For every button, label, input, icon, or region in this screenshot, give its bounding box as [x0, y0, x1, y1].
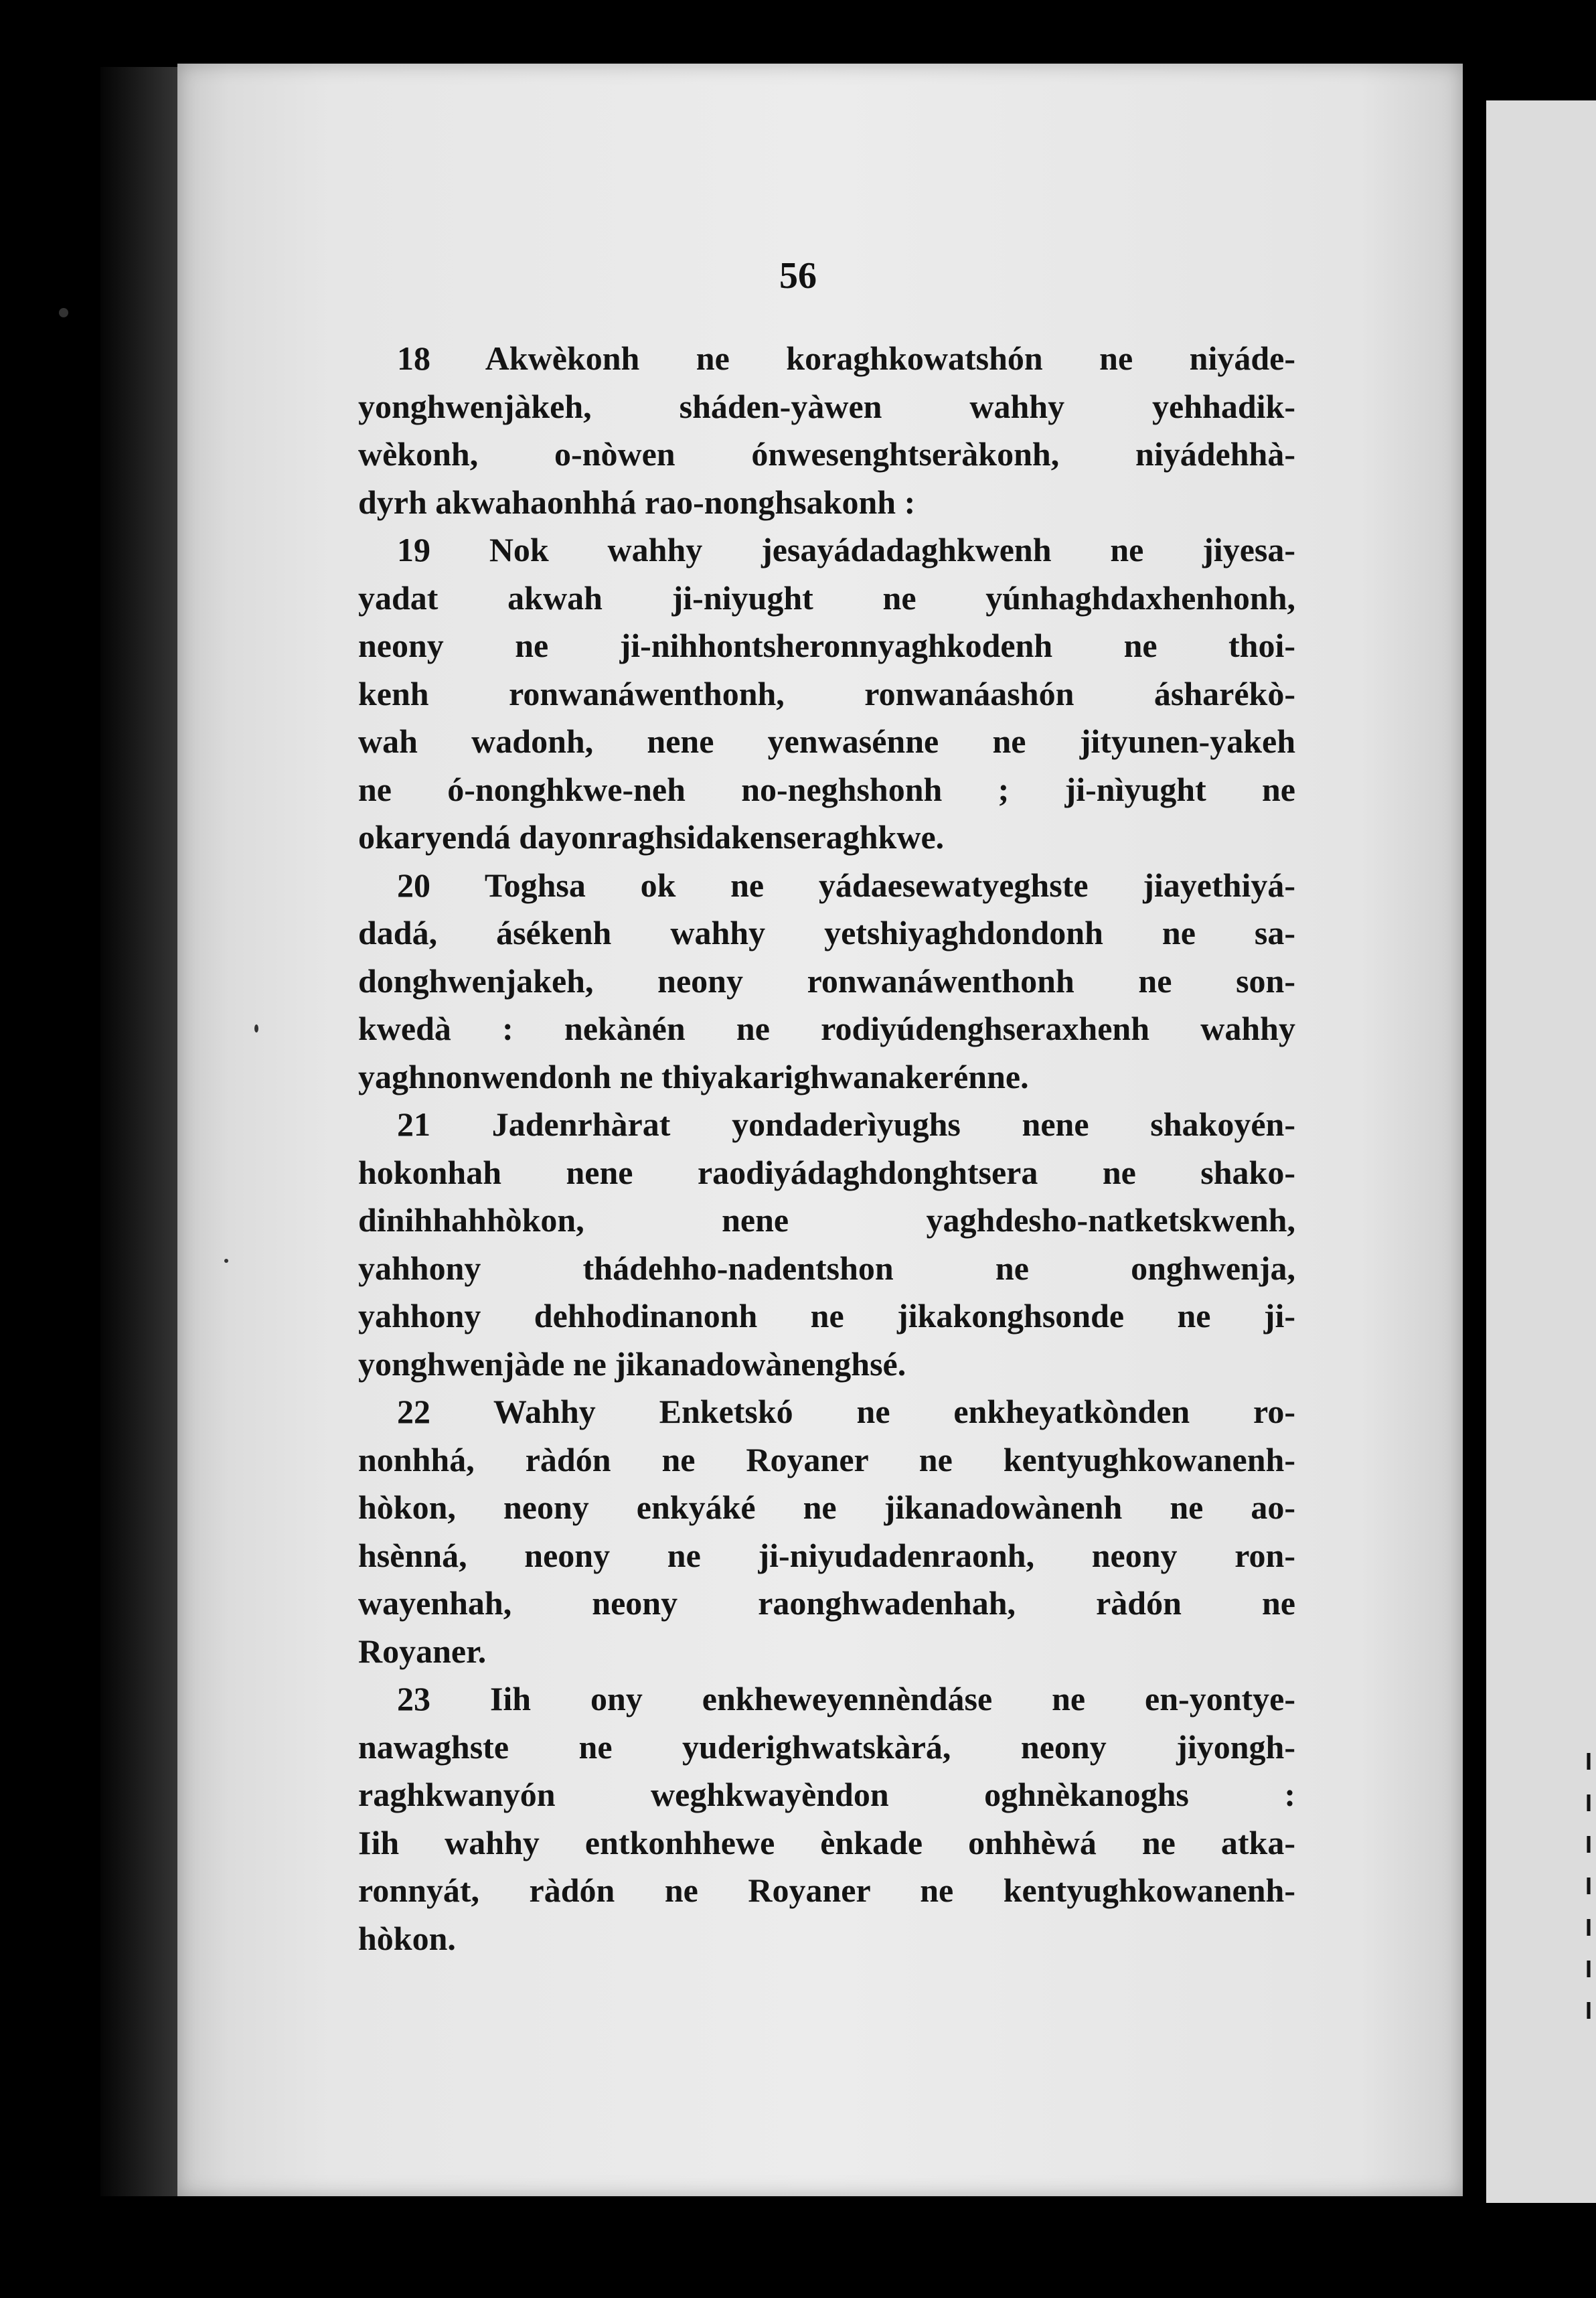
text-line: 21 Jadenrhàrat yondaderìyughs nene shakoyén- — [397, 1105, 1295, 1143]
text-line: wèkonh, o-nòwen ónwesenghtseràkonh, niyádehhà- — [358, 435, 1295, 473]
text-line: dyrh akwahaonhhá rao-nonghsakonh : — [358, 483, 916, 521]
edge-mark: I — [1585, 1748, 1593, 1775]
edge-mark: I — [1585, 1997, 1593, 2024]
text-line: kenh ronwanáwenthonh, ronwanáashón ásharékò- — [358, 674, 1295, 712]
edge-mark: I — [1585, 1831, 1593, 1858]
text-line: yonghwenjàkeh, sháden-yàwen wahhy yehhadik- — [358, 387, 1295, 425]
text-line: Iih wahhy entkonhhewe ènkade onhhèwá ne atka- — [358, 1823, 1295, 1861]
text-line: hòkon. — [358, 1919, 456, 1957]
text-line: okaryendá dayonraghsidakenseraghkwe. — [358, 818, 945, 856]
book-binding — [100, 67, 187, 2196]
text-line: donghwenjakeh, neony ronwanáwenthonh ne son- — [358, 962, 1295, 1000]
text-line: neony ne ji-nihhontsheronnyaghkodenh ne thoi- — [358, 627, 1295, 664]
text-line: nawaghste ne yuderighwatskàrá, neony jiyongh- — [358, 1728, 1295, 1766]
text-line: hòkon, neony enkyáké ne jikanadowànenh ne ao- — [358, 1488, 1295, 1526]
text-line: dinihhahhòkon, nene yaghdesho-natketskwenh, — [358, 1201, 1295, 1239]
text-line: Royaner. — [358, 1632, 487, 1670]
text-line: ronnyát, ràdón ne Royaner ne kentyughkowanenh- — [358, 1871, 1295, 1909]
text-line: yaghnonwendonh ne thiyakarighwanakerénne. — [358, 1057, 1029, 1095]
text-line: yahhony dehhodinanonh ne jikakonghsonde ne ji- — [358, 1297, 1295, 1334]
text-line: wayenhah, neony raonghwadenhah, ràdón ne — [358, 1584, 1295, 1622]
text-line: wah wadonh, nene yenwasénne ne jityunen-yakeh — [358, 722, 1295, 760]
scan-speck — [224, 1259, 228, 1263]
page-number: 56 — [779, 255, 817, 297]
text-line: ne ó-nonghkwe-neh no-neghshonh ; ji-nìyught ne — [358, 770, 1295, 808]
edge-mark: I — [1585, 1789, 1593, 1817]
text-line: hsènná, neony ne ji-niyudadenraonh, neony ron- — [358, 1536, 1295, 1574]
edge-mark: I — [1585, 1914, 1593, 1941]
text-line: dadá, ásékenh wahhy yetshiyaghdondonh ne sa- — [358, 914, 1295, 951]
scan-speck — [254, 1024, 258, 1032]
text-line: yonghwenjàde ne jikanadowànenghsé. — [358, 1345, 906, 1383]
facing-page-edge — [1486, 100, 1596, 2203]
edge-mark: I — [1585, 1872, 1593, 1900]
text-line: 23 Iih ony enkheweyennèndáse ne en-yontye- — [397, 1680, 1295, 1717]
text-line: 22 Wahhy Enketskó ne enkheyatkònden ro- — [397, 1393, 1295, 1430]
text-line: yahhony thádehho-nadentshon ne onghwenja, — [358, 1249, 1295, 1287]
text-line: yadat akwah ji-niyught ne yúnhaghdaxhenhonh, — [358, 579, 1295, 617]
text-line: 20 Toghsa ok ne yádaesewatyeghste jiayethiyá- — [397, 866, 1295, 904]
text-line: nonhhá, ràdón ne Royaner ne kentyughkowanenh- — [358, 1440, 1295, 1478]
scan-speck — [59, 308, 68, 317]
edge-mark: I — [1585, 1955, 1593, 1983]
facing-page-text-fragments — [1585, 1741, 1596, 2022]
text-line: kwedà : nekànén ne rodiyúdenghseraxhenh wahhy — [358, 1010, 1295, 1047]
text-line: raghkwanyón weghkwayèndon oghnèkanoghs : — [358, 1776, 1295, 1813]
text-line: hokonhah nene raodiyádaghdonghtsera ne shako- — [358, 1153, 1295, 1191]
page-body-text — [358, 335, 1295, 1963]
text-line: 19 Nok wahhy jesayádadaghkwenh ne jiyesa- — [397, 531, 1295, 568]
text-line: 18 Akwèkonh ne koraghkowatshón ne niyáde- — [397, 339, 1295, 377]
